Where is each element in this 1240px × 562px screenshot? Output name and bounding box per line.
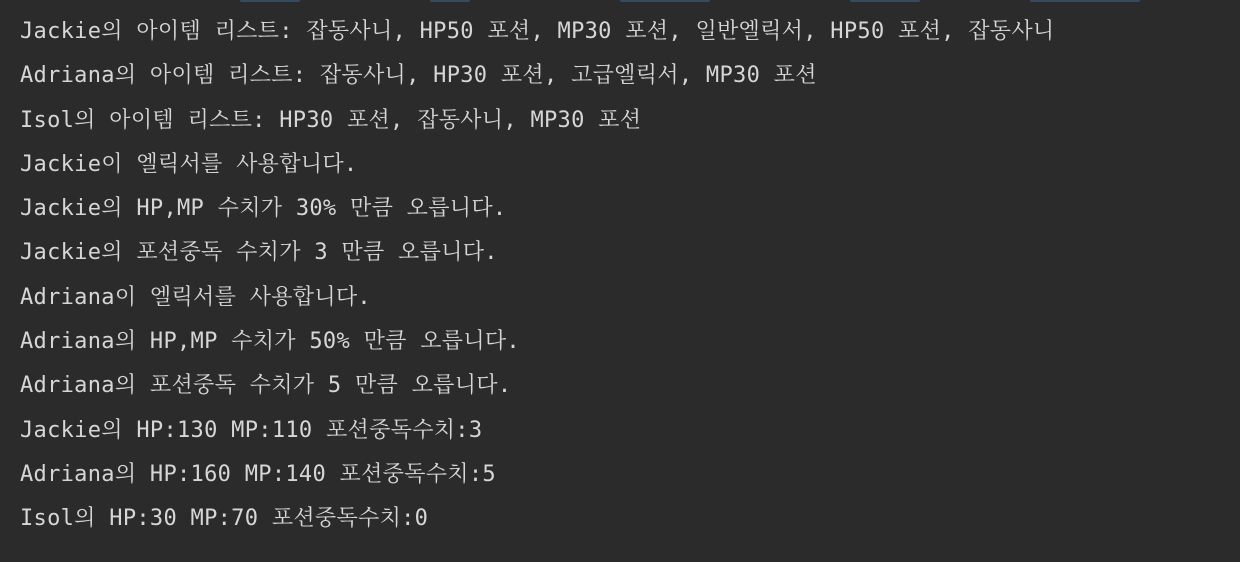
console-line: Jackie의 아이템 리스트: 잡동사니, HP50 포션, MP30 포션, 일반엘릭서, HP50 포션, 잡동사니: [20, 19, 1055, 44]
console-line: Adriana의 아이템 리스트: 잡동사니, HP30 포션, 고급엘릭서, MP30 포션: [20, 63, 817, 89]
console-line: Adriana의 HP:160 MP:140 포션중독수치:5: [20, 461, 496, 487]
console-line: Jackie의 HP:130 MP:110 포션중독수치:3: [20, 417, 483, 443]
console-line: Adriana의 HP,MP 수치가 50% 만큼 오릅니다.: [20, 329, 520, 355]
console-line: Jackie의 포션중독 수치가 3 만큼 오릅니다.: [20, 240, 498, 266]
console-line: Isol의 아이템 리스트: HP30 포션, 잡동사니, MP30 포션: [20, 107, 642, 133]
console-line: Adriana이 엘릭서를 사용합니다.: [20, 284, 371, 310]
console-line: Isol의 HP:30 MP:70 포션중독수치:0: [20, 506, 429, 532]
console-line: Jackie의 HP,MP 수치가 30% 만큼 오릅니다.: [20, 196, 507, 222]
console-line: Jackie이 엘릭서를 사용합니다.: [20, 151, 358, 177]
console-line: Adriana의 포션중독 수치가 5 만큼 오릅니다.: [20, 373, 512, 399]
cut-off-previous-line: [0, 0, 1240, 4]
